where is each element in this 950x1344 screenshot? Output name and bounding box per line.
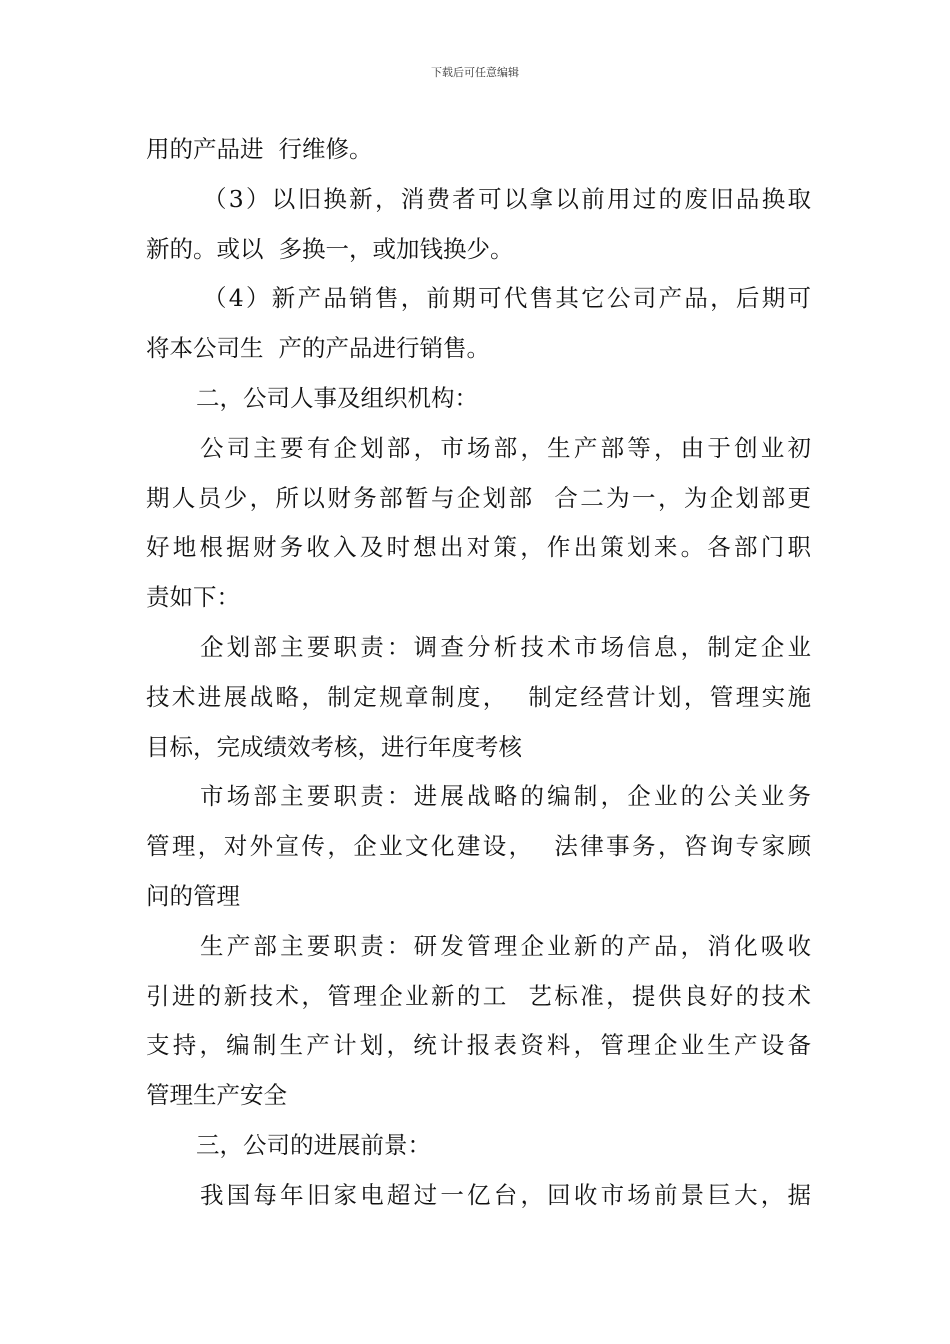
- text-line: 管理生产安全: [146, 1081, 287, 1110]
- page-header: 下载后可任意编辑: [431, 66, 519, 79]
- text-line: 市场部主要职责：进展战略的编制，企业的公关业务: [200, 782, 811, 811]
- text-line: 企划部主要职责：调查分析技术市场信息，制定企业: [200, 632, 811, 661]
- section-heading: 三，公司的进展前景：: [196, 1130, 431, 1159]
- text-line: 生产部主要职责：研发管理企业新的产品，消化吸收: [200, 931, 811, 960]
- text-line: 引进的新技术，管理企业新的工 艺标准，提供良好的技术: [146, 981, 811, 1010]
- text-line: 好地根据财务收入及时想出对策，作出策划来。各部门职: [146, 533, 811, 562]
- text-line: 技术进展战略，制定规章制度， 制定经营计划，管理实施: [146, 682, 811, 711]
- document-body: [146, 125, 811, 1221]
- text-line: （4）新产品销售，前期可代售其它公司产品，后期可: [203, 284, 811, 313]
- text-line: 目标，完成绩效考核，进行年度考核: [146, 732, 522, 761]
- text-line: 将本公司生 产的产品进行销售。: [146, 334, 490, 363]
- text-line: （3）以旧换新，消费者可以拿以前用过的废旧品换取: [203, 184, 811, 213]
- text-line: 问的管理: [146, 881, 240, 910]
- text-line: 责如下：: [146, 583, 240, 612]
- text-line: 支持，编制生产计划，统计报表资料，管理企业生产设备: [146, 1031, 811, 1060]
- text-line: 期人员少，所以财务部暂与企划部 合二为一，为企划部更: [146, 483, 811, 512]
- text-line: 公司主要有企划部，市场部，生产部等，由于创业初: [200, 433, 811, 462]
- text-line: 管理，对外宣传，企业文化建设， 法律事务，咨询专家顾: [146, 832, 811, 861]
- text-line: 新的。或以 多换一，或加钱换少。: [146, 234, 514, 263]
- section-heading: 二，公司人事及组织机构：: [196, 383, 478, 412]
- text-line: 用的产品进 行维修。: [146, 135, 373, 163]
- text-line: 我国每年旧家电超过一亿台，回收市场前景巨大，据: [200, 1180, 811, 1209]
